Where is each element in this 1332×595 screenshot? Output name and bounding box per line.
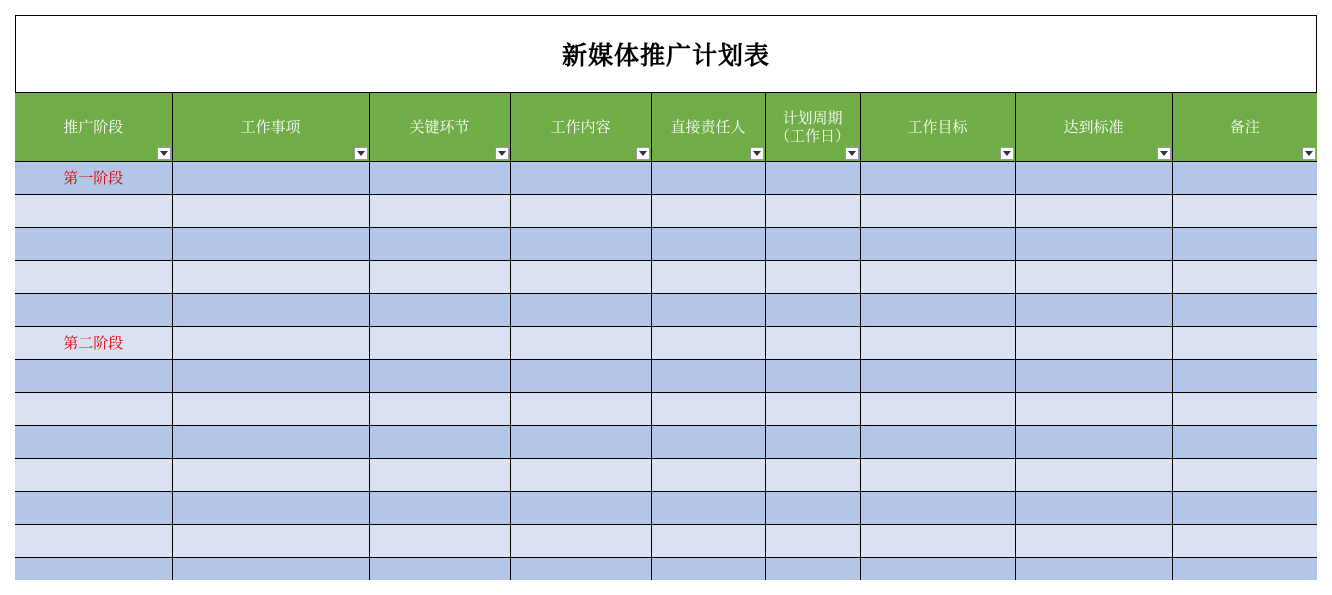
title-cell[interactable] (15, 15, 1317, 93)
header-label: 计划周期 （工作日） (774, 108, 850, 145)
table-cell[interactable] (172, 194, 369, 227)
table-cell[interactable] (510, 227, 651, 260)
header-owner[interactable] (651, 93, 765, 161)
table-cell[interactable] (651, 491, 765, 524)
table-cell[interactable] (1172, 293, 1317, 326)
table-cell[interactable] (369, 194, 510, 227)
table-row (15, 293, 1317, 326)
header-remarks[interactable] (1172, 93, 1317, 161)
table-cell[interactable] (15, 260, 172, 293)
table-cell[interactable] (1015, 491, 1172, 524)
table-cell[interactable] (172, 524, 369, 557)
table-cell[interactable] (651, 326, 765, 359)
table-cell[interactable] (860, 359, 1015, 392)
table-cell[interactable] (172, 293, 369, 326)
table-cell[interactable] (369, 326, 510, 359)
table-cell[interactable] (765, 425, 860, 458)
table-cell[interactable] (765, 260, 860, 293)
table-cell[interactable] (369, 524, 510, 557)
table-cell[interactable] (1172, 260, 1317, 293)
filter-dropdown-icon[interactable] (1157, 147, 1171, 160)
table-cell[interactable] (172, 227, 369, 260)
table-cell[interactable] (1015, 326, 1172, 359)
spreadsheet (15, 15, 1317, 580)
table-cell[interactable] (369, 260, 510, 293)
table-cell[interactable] (15, 392, 172, 425)
stage-label: 第二阶段 (63, 334, 124, 352)
header-goal[interactable] (860, 93, 1015, 161)
table-cell[interactable] (510, 293, 651, 326)
table-cell[interactable] (860, 392, 1015, 425)
table-cell[interactable] (651, 392, 765, 425)
table-cell[interactable] (369, 161, 510, 194)
table-cell[interactable] (172, 425, 369, 458)
table-row (15, 194, 1317, 227)
filter-dropdown-icon[interactable] (636, 147, 650, 160)
table-cell[interactable] (1015, 359, 1172, 392)
header-label: 达到标准 (1063, 117, 1124, 136)
plan-table (15, 93, 1317, 580)
table-cell[interactable] (765, 326, 860, 359)
table-cell[interactable] (1172, 326, 1317, 359)
table-cell[interactable] (651, 425, 765, 458)
table-cell[interactable] (651, 161, 765, 194)
table-cell[interactable] (651, 359, 765, 392)
table-cell[interactable] (1172, 392, 1317, 425)
header-label: 关键环节 (409, 117, 470, 136)
table-cell[interactable] (1015, 293, 1172, 326)
table-cell[interactable] (510, 524, 651, 557)
filter-dropdown-icon[interactable] (354, 147, 368, 160)
table-cell[interactable] (860, 557, 1015, 580)
table-cell[interactable] (369, 359, 510, 392)
table-row (15, 458, 1317, 491)
table-cell[interactable] (15, 425, 172, 458)
table-row (15, 425, 1317, 458)
table-cell[interactable] (510, 491, 651, 524)
table-cell[interactable] (765, 458, 860, 491)
table-cell[interactable] (15, 194, 172, 227)
table-cell[interactable] (172, 161, 369, 194)
table-cell[interactable] (1172, 194, 1317, 227)
table-cell[interactable] (765, 491, 860, 524)
header-label: 备注 (1229, 117, 1260, 136)
table-cell[interactable] (369, 227, 510, 260)
table-cell[interactable] (1172, 227, 1317, 260)
table-cell[interactable] (510, 425, 651, 458)
table-cell[interactable] (1015, 227, 1172, 260)
table-cell[interactable] (1015, 161, 1172, 194)
table-cell[interactable] (1015, 425, 1172, 458)
table-cell[interactable] (510, 260, 651, 293)
table-cell[interactable] (15, 227, 172, 260)
header-standard[interactable] (1015, 93, 1172, 161)
sheet-title: 新媒体推广计划表 (561, 41, 770, 70)
filter-dropdown-icon[interactable] (750, 147, 764, 160)
table-cell[interactable] (15, 326, 172, 359)
table-cell[interactable] (1172, 524, 1317, 557)
table-cell[interactable] (1015, 392, 1172, 425)
table-row (15, 557, 1317, 580)
table-cell[interactable] (172, 392, 369, 425)
table-body (15, 161, 1317, 580)
table-cell[interactable] (369, 425, 510, 458)
header-label: 推广阶段 (63, 117, 124, 136)
table-cell[interactable] (860, 491, 1015, 524)
table-cell[interactable] (651, 260, 765, 293)
table-row (15, 326, 1317, 359)
header-label: 工作事项 (240, 117, 301, 136)
table-cell[interactable] (765, 392, 860, 425)
table-cell[interactable] (172, 491, 369, 524)
table-row (15, 392, 1317, 425)
table-cell[interactable] (1015, 458, 1172, 491)
table-cell[interactable] (1015, 557, 1172, 580)
table-cell[interactable] (172, 557, 369, 580)
table-row (15, 524, 1317, 557)
table-cell[interactable] (860, 293, 1015, 326)
table-cell[interactable] (765, 293, 860, 326)
table-cell[interactable] (172, 326, 369, 359)
table-cell[interactable] (369, 392, 510, 425)
table-cell[interactable] (1172, 557, 1317, 580)
header-label: 直接责任人 (670, 117, 746, 136)
header-cycle[interactable] (765, 93, 860, 161)
header-work-item[interactable] (172, 93, 369, 161)
table-cell[interactable] (860, 326, 1015, 359)
table-cell[interactable] (651, 524, 765, 557)
header-row (15, 93, 1317, 161)
table-cell[interactable] (651, 458, 765, 491)
table-cell[interactable] (15, 524, 172, 557)
header-key-step[interactable] (369, 93, 510, 161)
filter-dropdown-icon[interactable] (1000, 147, 1014, 160)
table-cell[interactable] (765, 161, 860, 194)
table-cell[interactable] (765, 524, 860, 557)
table-cell[interactable] (1172, 359, 1317, 392)
table-cell[interactable] (1172, 161, 1317, 194)
table-cell[interactable] (15, 293, 172, 326)
filter-dropdown-icon[interactable] (1302, 147, 1316, 160)
header-label: 工作内容 (550, 117, 611, 136)
stage-label: 第一阶段 (63, 169, 124, 187)
table-cell[interactable] (510, 194, 651, 227)
header-stage[interactable] (15, 93, 172, 161)
filter-dropdown-icon[interactable] (495, 147, 509, 160)
table-cell[interactable] (172, 260, 369, 293)
table-cell[interactable] (15, 557, 172, 580)
table-cell[interactable] (510, 392, 651, 425)
table-cell[interactable] (1015, 260, 1172, 293)
table-cell[interactable] (1015, 194, 1172, 227)
table-cell[interactable] (510, 359, 651, 392)
table-cell[interactable] (651, 293, 765, 326)
table-cell[interactable] (369, 458, 510, 491)
table-cell[interactable] (765, 227, 860, 260)
table-row (15, 161, 1317, 194)
table-cell[interactable] (765, 557, 860, 580)
table-cell[interactable] (860, 161, 1015, 194)
table-cell[interactable] (510, 161, 651, 194)
header-label: 工作目标 (907, 117, 968, 136)
table-cell[interactable] (651, 227, 765, 260)
table-row (15, 260, 1317, 293)
table-cell[interactable] (860, 227, 1015, 260)
table-cell[interactable] (860, 260, 1015, 293)
table-cell[interactable] (1172, 491, 1317, 524)
table-cell[interactable] (860, 458, 1015, 491)
table-cell[interactable] (15, 458, 172, 491)
header-work-content[interactable] (510, 93, 651, 161)
table-cell[interactable] (510, 326, 651, 359)
table-row (15, 491, 1317, 524)
table-cell[interactable] (765, 194, 860, 227)
table-cell[interactable] (1172, 458, 1317, 491)
filter-dropdown-icon[interactable] (157, 147, 171, 160)
table-cell[interactable] (172, 458, 369, 491)
table-cell[interactable] (651, 194, 765, 227)
table-cell[interactable] (15, 491, 172, 524)
table-cell[interactable] (510, 557, 651, 580)
table-cell[interactable] (860, 524, 1015, 557)
table-cell[interactable] (172, 359, 369, 392)
table-cell[interactable] (15, 161, 172, 194)
table-cell[interactable] (369, 557, 510, 580)
table-cell[interactable] (860, 425, 1015, 458)
table-cell[interactable] (765, 359, 860, 392)
table-cell[interactable] (15, 359, 172, 392)
table-cell[interactable] (860, 194, 1015, 227)
table-cell[interactable] (369, 293, 510, 326)
table-row (15, 359, 1317, 392)
table-cell[interactable] (1015, 524, 1172, 557)
table-cell[interactable] (510, 458, 651, 491)
table-cell[interactable] (1172, 425, 1317, 458)
table-cell[interactable] (651, 557, 765, 580)
table-cell[interactable] (369, 491, 510, 524)
filter-dropdown-icon[interactable] (845, 147, 859, 160)
table-row (15, 227, 1317, 260)
